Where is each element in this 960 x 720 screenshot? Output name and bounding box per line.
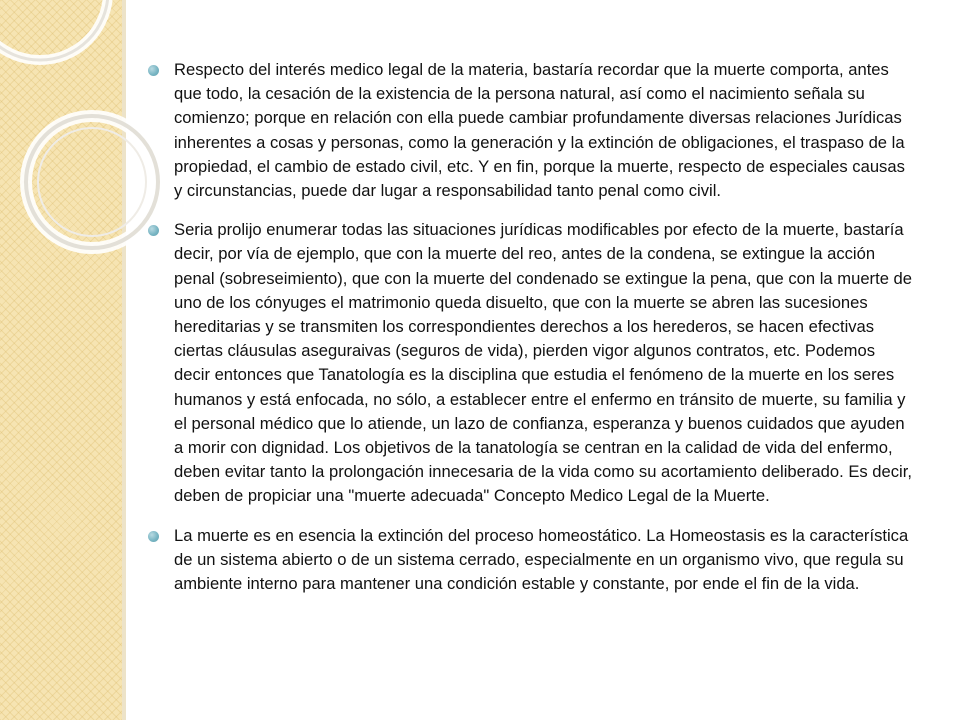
circle-bullet-icon (148, 65, 159, 76)
bullet-text: La muerte es en esencia la extinción del proceso homeostático. La Homeostasis es la característica de un sistema abierto o de un sistema cerrado, especialmente en un organismo vivo, que regula su ambiente interno para mantener una condición estable y constante, por ende el fin de la vida. (174, 525, 909, 594)
circle-bullet-icon (148, 225, 159, 236)
bullet-list (146, 58, 914, 596)
bullet-item-interes-medico-legal (146, 58, 914, 203)
bullet-item-situaciones-juridicas (146, 218, 914, 508)
bullet-text: Respecto del interés medico legal de la materia, bastaría recordar que la muerte comporta, antes que todo, la cesación de la existencia de la persona natural, así como el nacimiento señala su comienzo; porque en relación con ella puede cambiar profundamente diversas relaciones Jurídicas inherentes a cosas y personas, como la generación y la extinción de obligaciones, el traspaso de la propiedad, el cambio de estado civil, etc. Y en fin, porque la muerte, respecto de especiales causas y circunstancias, puede dar lugar a responsabilidad tanto penal como civil. (174, 60, 905, 201)
content-area (146, 58, 914, 611)
bullet-text: Seria prolijo enumerar todas las situaciones jurídicas modificables por efecto de la muerte, bastaría decir, por vía de ejemplo, que con la muerte del reo, antes de la condena, se extingue la acción penal (sobreseimiento), que con la muerte del condenado se extingue la pena, que con la muerte de uno de los cónyuges el matrimonio queda disuelto, que con la muerte se abren las sucesiones hereditarias y se transmiten los correspondientes derechos a los herederos, se hacen efectivas ciertas cláusulas aseguraivas (seguros de vida), pierden vigor algunos contratos, etc. Podemos decir entonces que Tanatología es la disciplina que estudia el fenómeno de la muerte en los seres humanos y está enfocada, no sólo, a establecer entre el enfermo en tránsito de muerte, su familia y el personal médico que lo atiende, un lazo de confianza, esperanza y buenos cuidados que ayuden a morir con dignidad. Los objetivos de la tanatología se centran en la calidad de vida del enfermo, deben evitar tanto la prolongación innecesaria de la vida como su acortamiento deliberado. Es decir, deben de propiciar una "muerte adecuada" Concepto Medico Legal de la Muerte. (174, 220, 912, 506)
bullet-item-homeostasis (146, 524, 914, 597)
circle-bullet-icon (148, 531, 159, 542)
